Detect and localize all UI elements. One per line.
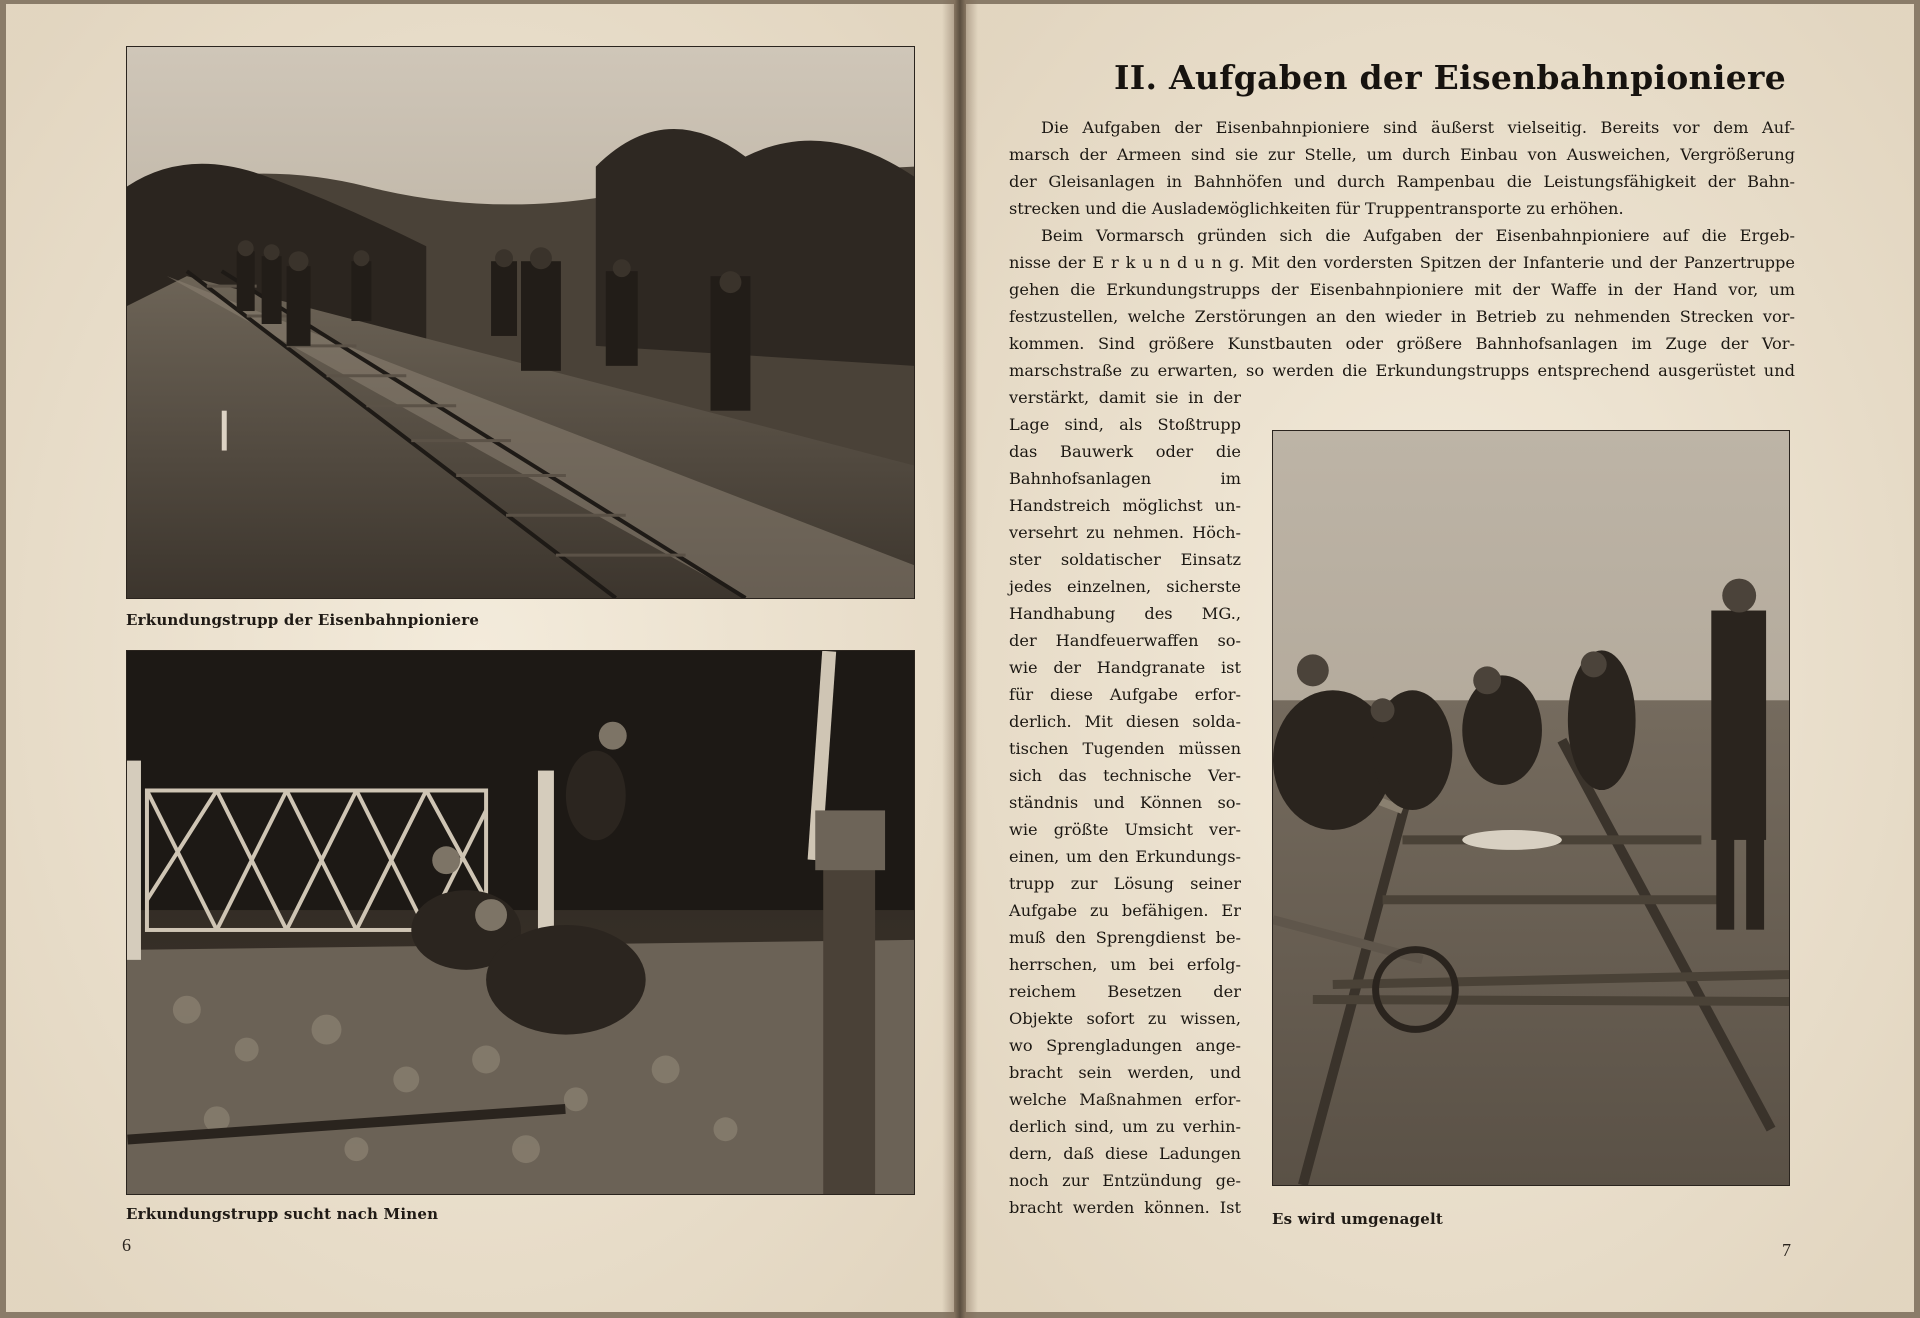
paragraph-2-line: marschstraße zu erwarten, so werden die Erkundungstrupps entsprechend ausgerüstet und — [1009, 361, 1795, 380]
paragraph-2-column-line: derlich. Mit diesen solda- — [1009, 712, 1241, 731]
paragraph-1-line: Die Aufgaben der Eisenbahnpioniere sind äußerst vielseitig. Bereits vor dem Auf- — [1041, 118, 1795, 137]
paragraph-2-column-line: wo Sprengladungen ange- — [1009, 1036, 1241, 1055]
photo-mine-search-image — [127, 651, 914, 1194]
paragraph-2-column-line: trupp zur Lösung seiner — [1009, 874, 1241, 893]
book-gutter — [942, 0, 978, 1318]
paragraph-2-column-line: ständnis und Können so- — [1009, 793, 1241, 812]
paragraph-2-column-line: Handhabung des MG., — [1009, 604, 1241, 623]
paragraph-2-column-line: bracht sein werden, und — [1009, 1063, 1241, 1082]
paragraph-1-line: marsch der Armeen sind sie zur Stelle, um durch Einbau von Ausweichen, Vergrößerung — [1009, 145, 1795, 164]
photo-mine-search — [126, 650, 915, 1195]
paragraph-2-line: festzustellen, welche Zerstörungen an den wieder in Betrieb zu nehmenden Strecken vor- — [1009, 307, 1795, 326]
paragraph-2-column-line: das Bauwerk oder die — [1009, 442, 1241, 461]
paragraph-2-column-line: muß den Sprengdienst be- — [1009, 928, 1241, 947]
photo-caption-bottom: Erkundungstrupp sucht nach Minen — [126, 1205, 439, 1223]
paragraph-1-line: strecken und die Ausladeмöglichkeiten für Truppentransporte zu erhöhen. — [1009, 199, 1624, 218]
photo-reconnaissance-squad — [126, 46, 915, 599]
paragraph-2-column-line: bracht werden können. Ist — [1009, 1198, 1241, 1217]
paragraph-2-column-line: Bahnhofsanlagen im — [1009, 469, 1241, 488]
paragraph-2-line: kommen. Sind größere Kunstbauten oder größere Bahnhofsanlagen im Zuge der Vor- — [1009, 334, 1795, 353]
paragraph-2-column-line: einen, um den Erkundungs- — [1009, 847, 1241, 866]
paragraph-1-line: der Gleisanlagen in Bahnhöfen und durch Rampenbau die Leistungsfähigkeit der Bahn- — [1009, 172, 1795, 191]
photo-caption-right: Es wird umgenagelt — [1272, 1210, 1444, 1228]
paragraph-2-column-line: welche Maßnahmen erfor- — [1009, 1090, 1241, 1109]
paragraph-2-line: gehen die Erkundungstrupps der Eisenbahnpioniere mit der Waffe in der Hand vor, um — [1009, 280, 1795, 299]
paragraph-2-column-line: jedes einzelnen, sicherste — [1009, 577, 1241, 596]
paragraph-2-column-line: Handstreich möglichst un- — [1009, 496, 1241, 515]
page-number-right: 7 — [1782, 1240, 1791, 1260]
paragraph-2-column — [1009, 384, 1241, 1221]
paragraph-2-column-line: noch zur Entzündung ge- — [1009, 1171, 1241, 1190]
paragraph-2-column-line: verstärkt, damit sie in der — [1009, 388, 1241, 407]
photo-track-relaying-image — [1273, 431, 1789, 1185]
paragraph-2-column-line: derlich sind, um zu verhin- — [1009, 1117, 1241, 1136]
paragraph-2-column-line: herrschen, um bei erfolg- — [1009, 955, 1241, 974]
paragraph-2-column-line: Aufgabe zu befähigen. Er — [1009, 901, 1241, 920]
photo-caption-top: Erkundungstrupp der Eisenbahnpioniere — [126, 611, 480, 629]
paragraph-2-line: nisse der E r k u n d u n g. Mit den vordersten Spitzen der Infanterie und der Panzertruppe — [1009, 253, 1795, 272]
paragraph-2-line: Beim Vormarsch gründen sich die Aufgaben der Eisenbahnpioniere auf die Ergeb- — [1041, 226, 1795, 245]
paragraph-2-column-line: dern, daß diese Ladungen — [1009, 1144, 1241, 1163]
paragraph-2-column-line: versehrt zu nehmen. Höch- — [1009, 523, 1241, 542]
paragraph-2-column-line: ster soldatischer Einsatz — [1009, 550, 1241, 569]
paragraph-2-column-line: für diese Aufgabe erfor- — [1009, 685, 1241, 704]
paragraph-1 — [1009, 114, 1795, 222]
photo-railway-soldiers-image — [127, 47, 914, 598]
paragraph-2-column-line: wie größte Umsicht ver- — [1009, 820, 1241, 839]
paragraph-2-column-line: Lage sind, als Stoßtrupp — [1009, 415, 1241, 434]
paragraph-2-column-line: Objekte sofort zu wissen, — [1009, 1009, 1241, 1028]
paragraph-2-column-line: wie der Handgranate ist — [1009, 658, 1241, 677]
paragraph-2-column-line: der Handfeuerwaffen so- — [1009, 631, 1241, 650]
paragraph-2-column-line: sich das technische Ver- — [1009, 766, 1241, 785]
paragraph-2 — [1009, 222, 1795, 384]
chapter-heading: II. Aufgaben der Eisenbahnpioniere — [1113, 58, 1787, 97]
page-number-left: 6 — [122, 1235, 131, 1255]
paragraph-2-column-line: reichem Besetzen der — [1009, 982, 1241, 1001]
paragraph-2-column-line: tischen Tugenden müssen — [1009, 739, 1241, 758]
photo-track-relaying — [1272, 430, 1790, 1186]
